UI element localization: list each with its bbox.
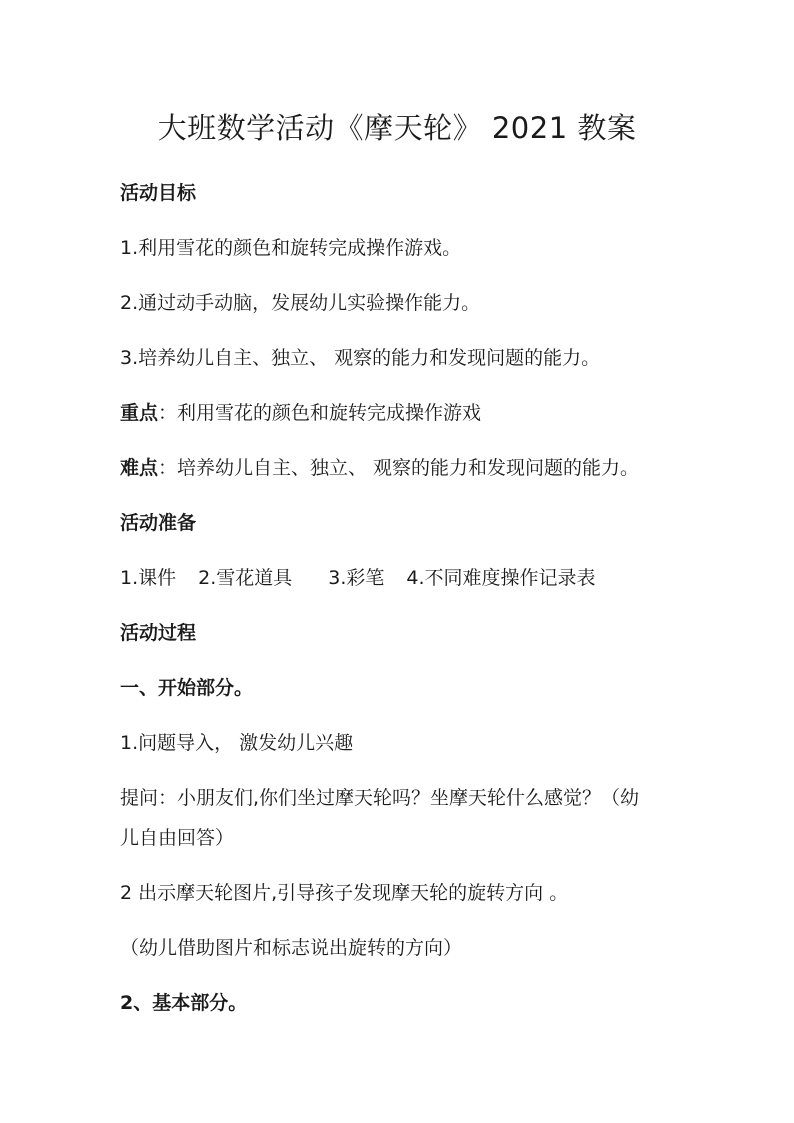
prep-item-4: 4.不同难度操作记录表 <box>406 567 596 589</box>
difficulty-line <box>120 455 639 481</box>
part1-step2: 2 出示摩天轮图片,引导孩子发现摩天轮的旋转方向 。 <box>120 882 569 904</box>
part1-heading: 一、开始部分。 <box>120 677 254 699</box>
part1-question-line1: 提问：小朋友们,你们坐过摩天轮吗？坐摩天轮什么感觉？（幼 <box>120 787 640 809</box>
prep-item-1: 1.课件 <box>120 567 177 589</box>
prep-items <box>120 565 596 591</box>
difficulty-label: 难点 <box>120 457 159 479</box>
key-point-label: 重点 <box>120 402 159 424</box>
key-point-text: ：利用雪花的颜色和旋转完成操作游戏 <box>158 402 482 424</box>
part1-question-line2: 儿自由回答） <box>120 827 235 849</box>
prep-item-2: 2.雪花道具 <box>198 567 293 589</box>
goal-item-3: 3.培养幼儿自主、独立、 观察的能力和发现问题的能力。 <box>120 347 601 369</box>
process-heading: 活动过程 <box>120 622 197 644</box>
part2-heading: 2、基本部分。 <box>120 992 248 1014</box>
part1-step1: 1.问题导入， 激发幼儿兴趣 <box>120 732 354 754</box>
prep-item-3: 3.彩笔 <box>328 567 385 589</box>
document-title: 大班数学活动《摩天轮》 2021 教案 <box>157 111 637 145</box>
difficulty-text: ：培养幼儿自主、独立、 观察的能力和发现问题的能力。 <box>158 457 640 479</box>
goals-heading: 活动目标 <box>120 182 197 204</box>
goal-item-1: 1.利用雪花的颜色和旋转完成操作游戏。 <box>120 237 462 259</box>
goal-item-2: 2.通过动手动脑，发展幼儿实验操作能力。 <box>120 292 481 314</box>
part1-step2-note: （幼儿借助图片和标志说出旋转的方向） <box>120 937 463 959</box>
prep-heading: 活动准备 <box>120 512 197 534</box>
key-point-line <box>120 400 481 426</box>
